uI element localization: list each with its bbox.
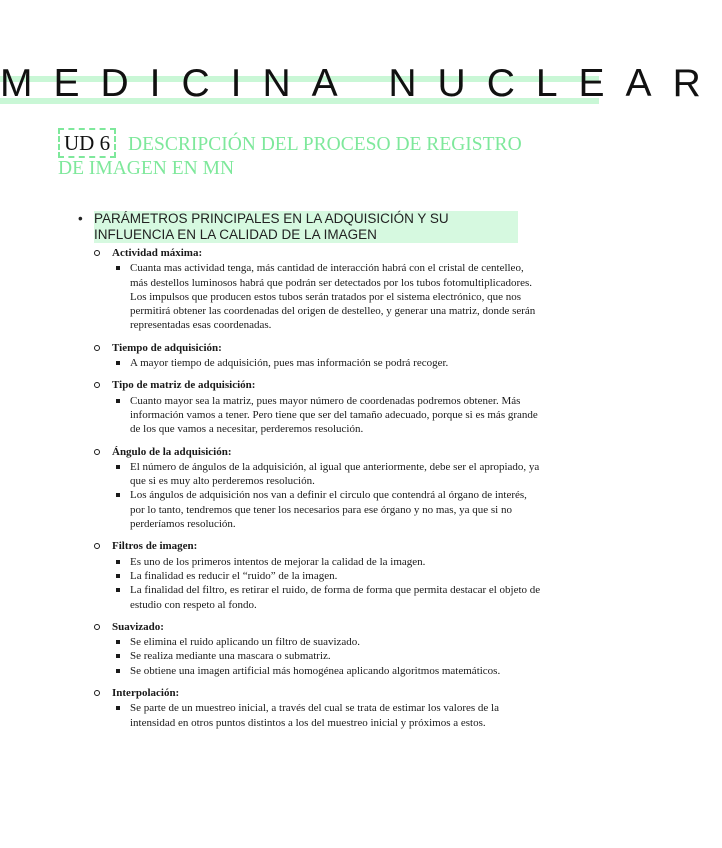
circle-bullet-icon bbox=[94, 449, 100, 455]
list-item-text: La finalidad del filtro, es retirar el ruido, de forma de forma que permita destacar el objeto de estudio con respeto al fondo. bbox=[130, 584, 541, 611]
list-item-text: El número de ángulos de la adquisición, al igual que anteriormente, debe ser el apropiado, ya que si es muy alto perderemos resolución. bbox=[130, 460, 540, 488]
topic-section bbox=[92, 341, 544, 371]
list-item-text: Se obtiene una imagen artificial más homogénea aplicando algoritmos matemáticos. bbox=[130, 664, 501, 677]
square-bullet-icon bbox=[116, 640, 120, 644]
circle-bullet-icon bbox=[94, 624, 100, 630]
topic-title-text: Actividad máxima: bbox=[112, 247, 203, 259]
list-item bbox=[92, 488, 544, 531]
topic-title-text: Tipo de matriz de adquisición: bbox=[112, 379, 256, 392]
topic-title bbox=[92, 246, 544, 260]
topic-title bbox=[92, 378, 544, 392]
list-item-text: Se elimina el ruido aplicando un filtro de suavizado. bbox=[130, 636, 361, 649]
topic-items bbox=[92, 394, 544, 437]
square-bullet-icon bbox=[116, 361, 120, 365]
circle-bullet-icon bbox=[94, 382, 100, 388]
list-item bbox=[92, 569, 544, 583]
topic-items bbox=[92, 635, 544, 678]
list-item bbox=[92, 356, 544, 370]
square-bullet-icon bbox=[116, 669, 120, 673]
topics-list bbox=[92, 246, 544, 738]
list-item-text: Es uno de los primeros intentos de mejorar la calidad de la imagen. bbox=[130, 555, 426, 568]
list-item-text: Cuanta mas actividad tenga, más cantidad de interacción habrá con el cristal de centelleo, más destellos luminosos habrá que podrán ser detectados por los tubos fotomultiplicadores. Los impulsos que producen estos tubos serán tratados por el sistema electrónico, que nos permitirá obtener las coordenadas del origen de destelleo, y generar una matriz, donde serán representadas esas coordenadas. bbox=[130, 262, 536, 332]
list-item bbox=[92, 635, 544, 649]
list-item-text: Se realiza mediante una mascara o submatriz. bbox=[130, 650, 331, 663]
circle-bullet-icon bbox=[94, 250, 100, 256]
circle-bullet-icon bbox=[94, 345, 100, 351]
square-bullet-icon bbox=[116, 588, 120, 592]
list-item bbox=[92, 664, 544, 678]
bullet-dot-icon: • bbox=[78, 211, 83, 226]
topic-title bbox=[92, 686, 544, 700]
topic-title bbox=[92, 341, 544, 355]
topic-title bbox=[92, 620, 544, 634]
list-item bbox=[92, 701, 544, 730]
list-item-text: A mayor tiempo de adquisición, pues mas información se podrá recoger. bbox=[130, 357, 449, 370]
list-item-text: La finalidad es reducir el “ruido” de la imagen. bbox=[130, 569, 338, 582]
list-item-text: Los ángulos de adquisición nos van a definir el circulo que contendrá al órgano de interés, por lo tanto, tendremos que tener los necesarios para ese órgano y no mas, ya que si no perderíamos resolución. bbox=[130, 489, 527, 531]
square-bullet-icon bbox=[116, 493, 120, 497]
square-bullet-icon bbox=[116, 465, 120, 469]
list-item bbox=[92, 394, 544, 437]
list-item bbox=[92, 649, 544, 663]
document-title: MEDICINA NUCLEAR bbox=[0, 62, 722, 105]
topic-title-text: Interpolación: bbox=[112, 687, 180, 700]
square-bullet-icon bbox=[116, 266, 120, 270]
list-item bbox=[92, 261, 544, 332]
topic-title bbox=[92, 445, 544, 459]
topic-items bbox=[92, 261, 544, 332]
main-bullet bbox=[78, 211, 518, 243]
list-item bbox=[92, 583, 544, 612]
square-bullet-icon bbox=[116, 399, 120, 403]
list-item-text: Se parte de un muestreo inicial, a través del cual se trata de estimar los valores de la intensidad en otros puntos distintos a los del muestreo inicial y próximos a estos. bbox=[130, 702, 499, 729]
main-bullet-text: PARÁMETROS PRINCIPALES EN LA ADQUISICIÓN Y SU INFLUENCIA EN LA CALIDAD DE LA IMAGEN bbox=[94, 211, 518, 243]
square-bullet-icon bbox=[116, 706, 120, 710]
topic-items bbox=[92, 701, 544, 730]
topic-title-text: Ángulo de la adquisición: bbox=[112, 445, 232, 458]
list-item bbox=[92, 555, 544, 569]
topic-section bbox=[92, 445, 544, 532]
unit-badge: UD 6 bbox=[58, 128, 116, 158]
list-item bbox=[92, 460, 544, 489]
circle-bullet-icon bbox=[94, 543, 100, 549]
topic-title-text: Filtros de imagen: bbox=[112, 540, 198, 553]
list-item-text: Cuanto mayor sea la matriz, pues mayor número de coordenadas podremos obtener. Más información vamos a tener. Pero tiene que ser del tamaño adecuado, porque si es más grande de los que vamos a necesitar, perderemos resolución. bbox=[130, 394, 538, 436]
topic-items bbox=[92, 460, 544, 531]
topic-section bbox=[92, 620, 544, 678]
square-bullet-icon bbox=[116, 654, 120, 658]
topic-section bbox=[92, 246, 544, 333]
circle-bullet-icon bbox=[94, 690, 100, 696]
topic-title bbox=[92, 539, 544, 553]
topic-section bbox=[92, 686, 544, 730]
unit-heading: DESCRIPCIÓN DEL PROCESO DE REGISTRO DE IMAGEN EN MN bbox=[58, 134, 522, 179]
square-bullet-icon bbox=[116, 560, 120, 564]
topic-section bbox=[92, 539, 544, 611]
topic-title-text: Tiempo de adquisición: bbox=[112, 341, 222, 354]
topic-section bbox=[92, 378, 544, 436]
square-bullet-icon bbox=[116, 574, 120, 578]
topic-title-text: Suavizado: bbox=[112, 620, 164, 633]
topic-items bbox=[92, 555, 544, 612]
topic-items bbox=[92, 356, 544, 370]
